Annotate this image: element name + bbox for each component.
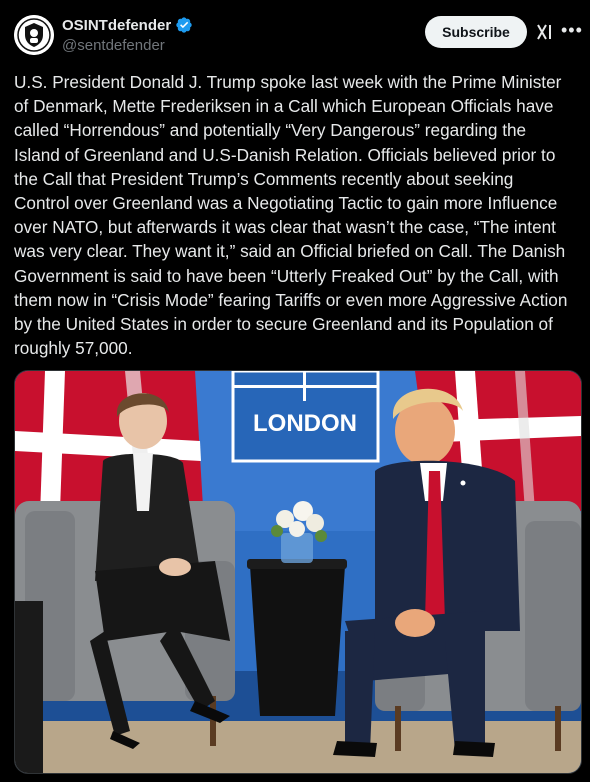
avatar[interactable] xyxy=(14,15,54,55)
post-text: U.S. President Donald J. Trump spoke last week with the Prime Minister of Denmark, Mette Frederiksen in a Call which European Officials have called “Horrendous” and potentially “Very Dangerous” regarding the Island of Greenland and U.S-Danish Relation. Officials believed prior to the Call that President Trump’s Comments recently about seeking Control over Greenland was a Negotiating Tactic to gain more Influence over NATO, but afterwards it was clear that wasn’t the case, “The intent was very clear. They want it,” said an Official briefed on Call. The Danish Government is said to have been “Utterly Freaked Out” by the Call, with them now in “Crisis Mode” fearing Tariffs or even more Aggressive Action by the United States in order to secure Greenland and its Population of roughly 57,000. xyxy=(14,72,568,359)
post-header xyxy=(0,0,590,62)
verified-badge-icon xyxy=(175,16,193,34)
foreground-person-edge xyxy=(15,601,43,773)
handle[interactable]: @sentdefender xyxy=(62,37,165,54)
post-image[interactable] xyxy=(14,370,582,774)
name-row xyxy=(62,16,193,34)
subscribe-button[interactable]: Subscribe xyxy=(425,16,527,48)
display-name[interactable]: OSINTdefender xyxy=(62,16,172,34)
london-sign xyxy=(233,371,378,461)
london-sign-text: LONDON xyxy=(253,410,357,437)
more-options-icon[interactable]: ••• xyxy=(561,20,583,40)
meeting-photo xyxy=(15,371,581,773)
shield-logo-icon xyxy=(14,15,54,55)
grok-icon[interactable] xyxy=(535,22,555,42)
